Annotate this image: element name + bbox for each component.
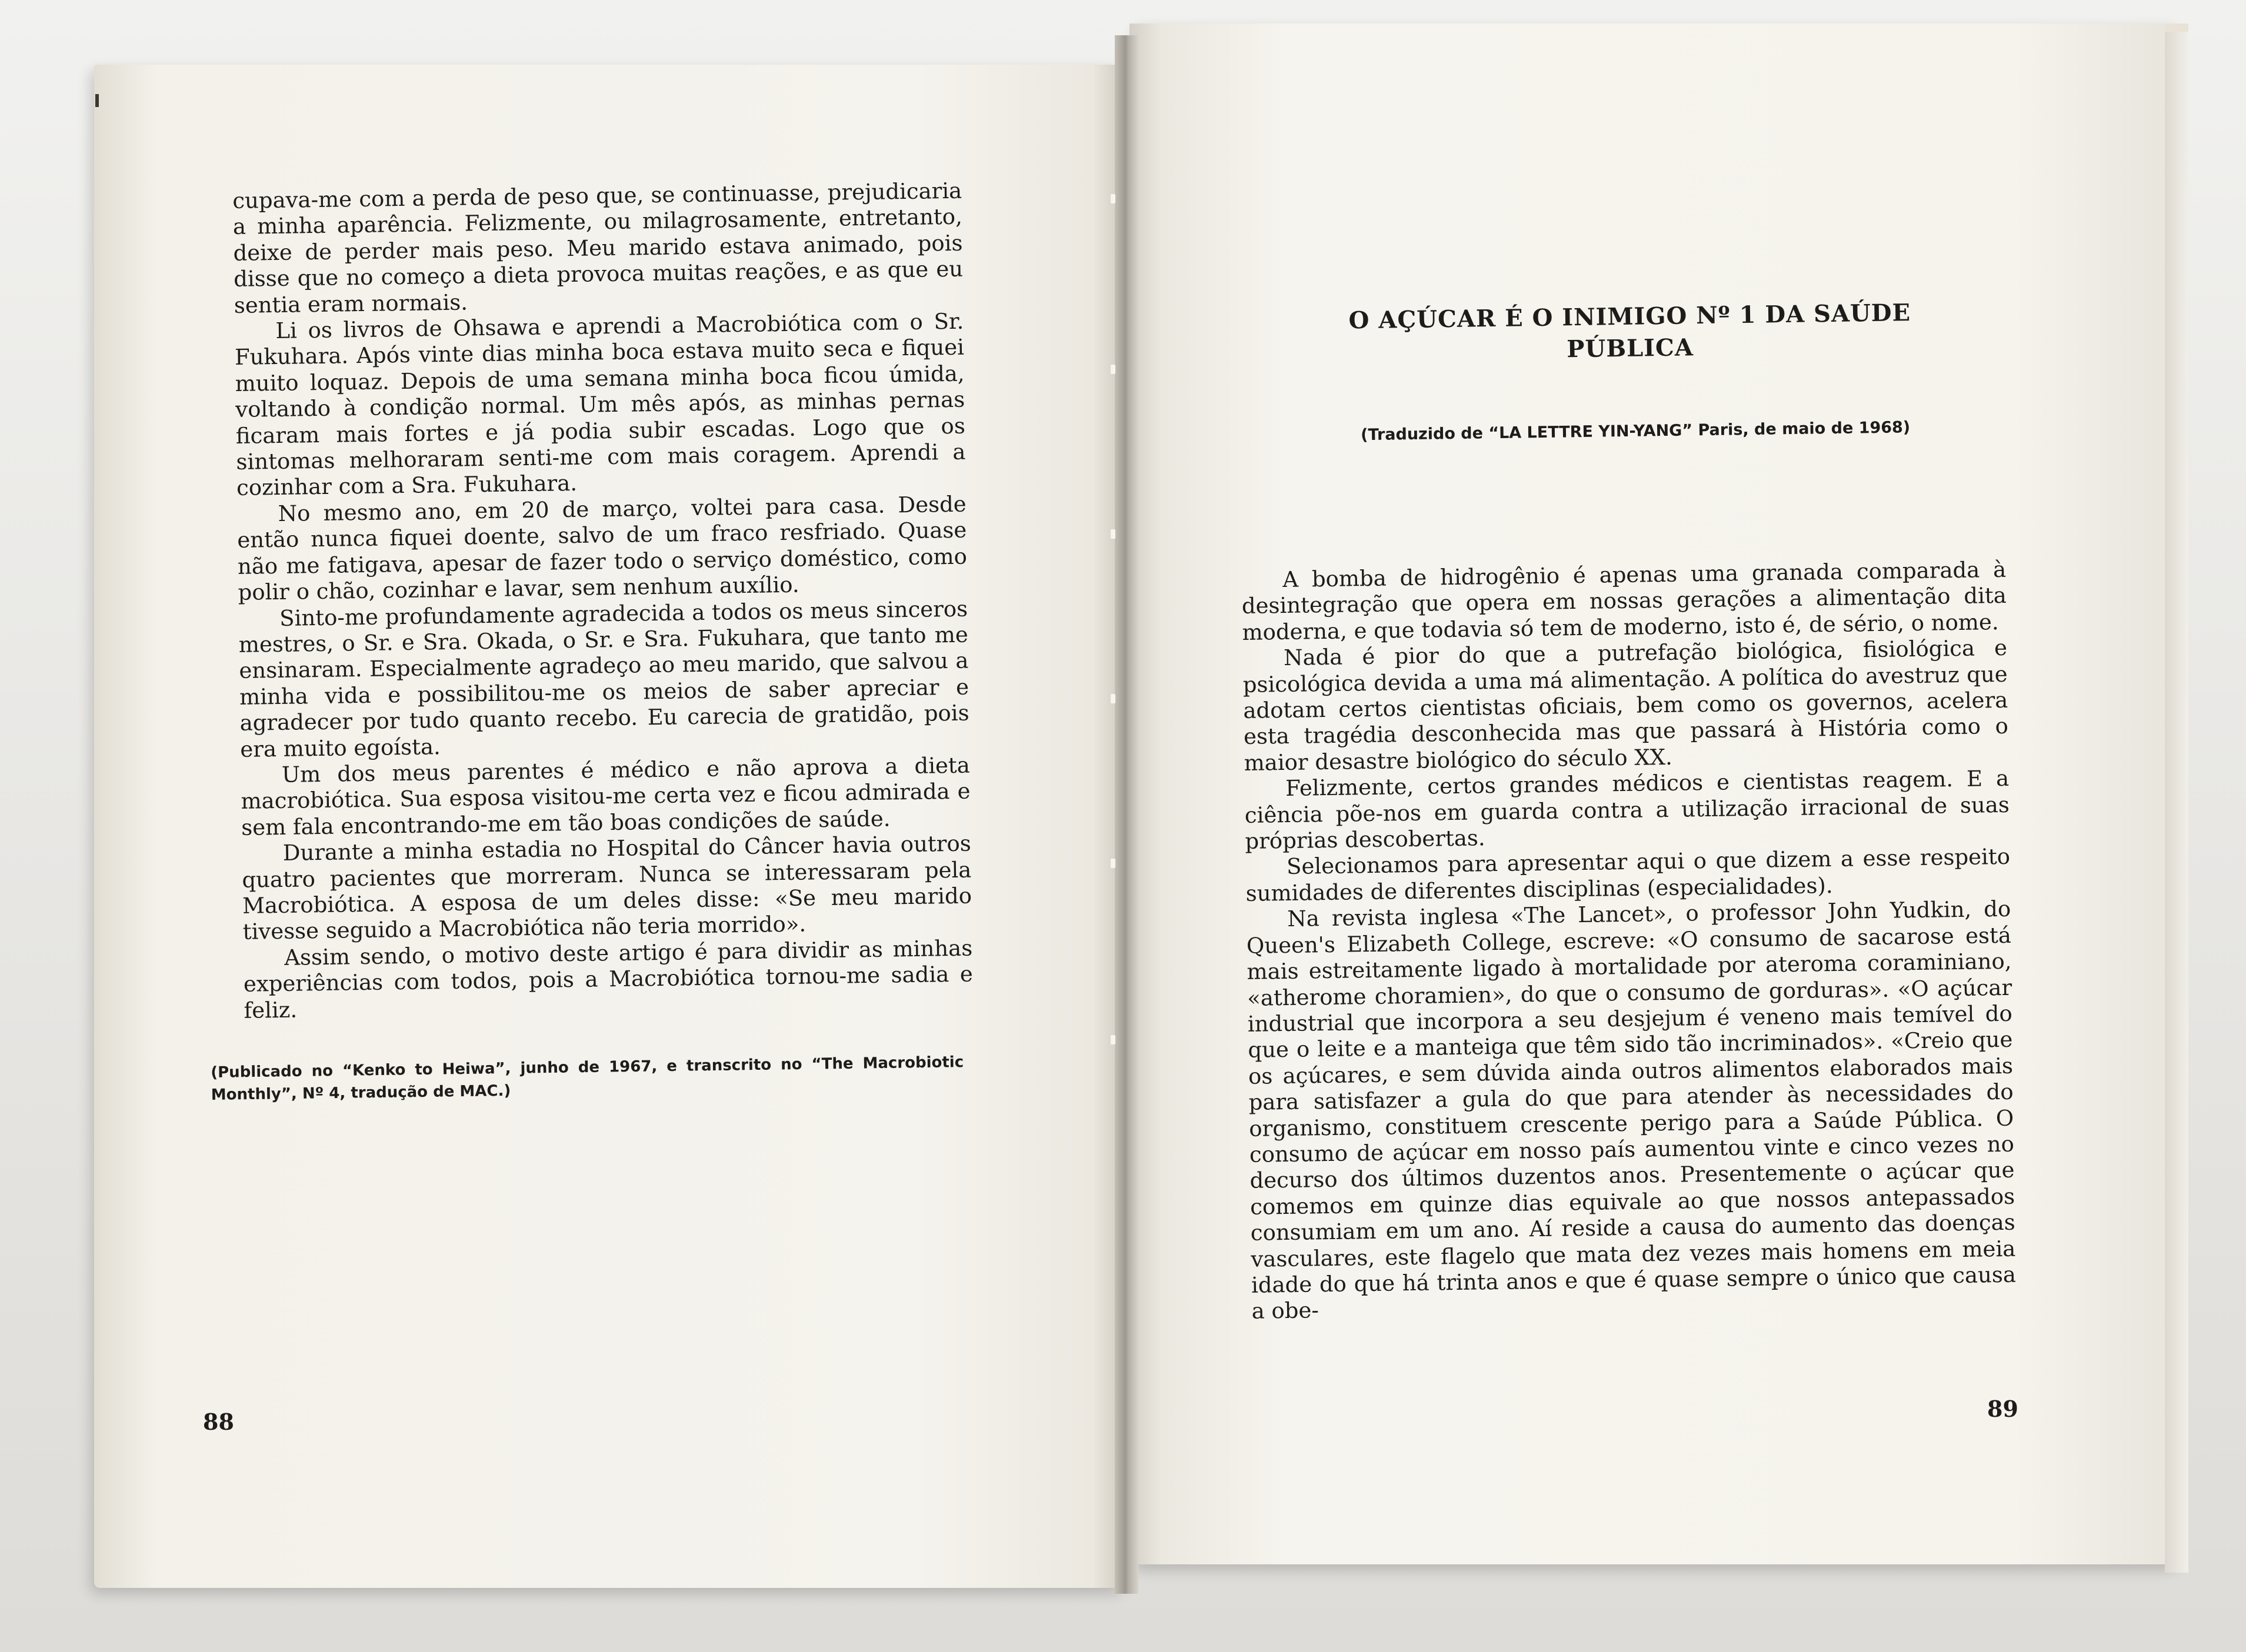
article-source: (Traduzido de “LA LETTRE YIN-YANG” Paris, de maio de 1968) [1360,418,1911,445]
binding-stitch [1111,1035,1115,1044]
paragraph: Nada é pior do que a putrefação biológica, fisiológica e psicológica devida a uma má alimentação. A política do avestruz que adotam certos cientistas oficiais, bem como os governos, acelera esta tragédia desconhecida mas que passará à História como o maior desastre biológico do século XX. [1242,635,2009,776]
left-page-body [232,178,974,1024]
paragraph: Li os livros de Ohsawa e aprendi a Macrobiótica com o Sr. Fukuhara. Após vinte dias minha boca estava muito seca e fiquei muito loquaz. Depois de uma semana minha boca ficou úmida, voltando à condição normal. Um mês após, as minhas pernas ficaram mais fortes e já podia subir escadas. Logo que os sintomas melhoraram senti-me com mais coragem. Aprendi a cozinhar com a Sra. Fukuhara. [234,308,966,501]
book-cover-edge [2165,24,2188,1573]
article-title: O AÇÚCAR É O INIMIGO Nº 1 DA SAÚDE PÚBLICA [1348,299,1911,363]
paragraph: Na revista inglesa «The Lancet», o professor John Yudkin, do Queen's Elizabeth College, escreve: «O consumo de sacarose está mais estreitamente ligado à mortalidade por ateroma coraminiano, «atherome choramien», do que o consumo de gorduras». «O açúcar industrial que incorpora a seu desjejum é veneno mais temível do que o leite e a manteiga que têm sido tão incriminados». «Creio que os açúcares, e sem dúvida ainda outros alimentos elaborados mais para satisfazer a gula do que para atender às necessidades do organismo, constituem crescente perigo para a Saúde Pública. O consumo de açúcar em nosso país aumentou vinte e cinco vezes no decurso dos últimos duzentos anos. Presentemente o açúcar que comemos em quinze dias equivale ao que nossos antepassados consumiam em um ano. Aí reside a causa do aumento das doenças vasculares, este flagelo que mata dez vezes mais homens em meia idade do que há trinta anos e que é quase sempre o único que causa a obe- [1246,896,2017,1324]
binding-stitch [1111,859,1115,868]
page-number-left: 88 [203,1409,234,1435]
paragraph: Um dos meus parentes é médico e não aprova a dieta macrobiótica. Sua esposa visitou-me certa vez e ficou admirada e sem fala encontrando-me em tão boas condições de saúde. [241,752,971,840]
publication-note: (Publicado no “Kenko to Heiwa”, junho de 1967, e transcrito no “The Macrobiotic Monthly”, Nº 4, tradução de MAC.) [211,1053,964,1104]
paragraph: A bomba de hidrogênio é apenas uma granada comparada à desintegração que opera em nossas gerações a alimentação dita moderna, e que todavia só tem de moderno, isto é, de sério, o nome. [1241,556,2007,645]
paragraph: No mesmo ano, em 20 de março, voltei para casa. Desde então nunca fiquei doente, salvo de um fraco resfriado. Quase não me fatigava, apesar de fazer todo o serviço doméstico, como polir o chão, cozinhar e lavar, sem nenhum auxílio. [237,491,968,606]
paragraph: Durante a minha estadia no Hospital do Câncer havia outros quatro pacientes que morreram. Nunca se interessaram pela Macrobiótica. A esposa de um deles disse: «Se meu marido tivesse seguido a Macrobiótica não teria morrido». [242,830,972,945]
binding-stitch [1111,365,1115,374]
paragraph: Sinto-me profundamente agradecida a todos os meus sinceros mestres, o Sr. e Sra. Okada, o Sr. e Sra. Fukuhara, que tanto me ensinaram. Especialmente agradeço ao meu marido, que salvou a minha vida e possibilitou-me os meios de saber apreciar e agradecer por tudo quanto recebo. Eu carecia de gratidão, pois era muito egoísta. [238,596,969,762]
binding-stitch [1111,194,1115,203]
book-gutter [1115,35,1138,1594]
binding-stitch [1111,694,1115,703]
binding-stitch [1111,529,1115,539]
paragraph: Assim sendo, o motivo deste artigo é para dividir as minhas experiências com todos, pois a Macrobiótica tornou-me sadia e feliz. [243,935,974,1023]
paragraph: cupava-me com a perda de peso que, se continuasse, prejudicaria a minha aparência. Felizmente, ou milagrosamente, entretanto, deixe de perder mais peso. Meu marido estava animado, pois disse que no começo a dieta provoca muitas reações, e as que eu sentia eram normais. [232,178,964,318]
paragraph: Selecionamos para apresentar aqui o que dizem a esse respeito sumidades de diferentes disciplinas (especialidades). [1245,844,2011,906]
paragraph: Felizmente, certos grandes médicos e cientistas reagem. E a ciência põe-nos em guarda contra a utilização irracional de suas próprias descobertas. [1244,766,2010,855]
right-page-body [1241,557,2017,1325]
page-number-right: 89 [1987,1396,2018,1422]
page-edge-mark [95,94,99,107]
